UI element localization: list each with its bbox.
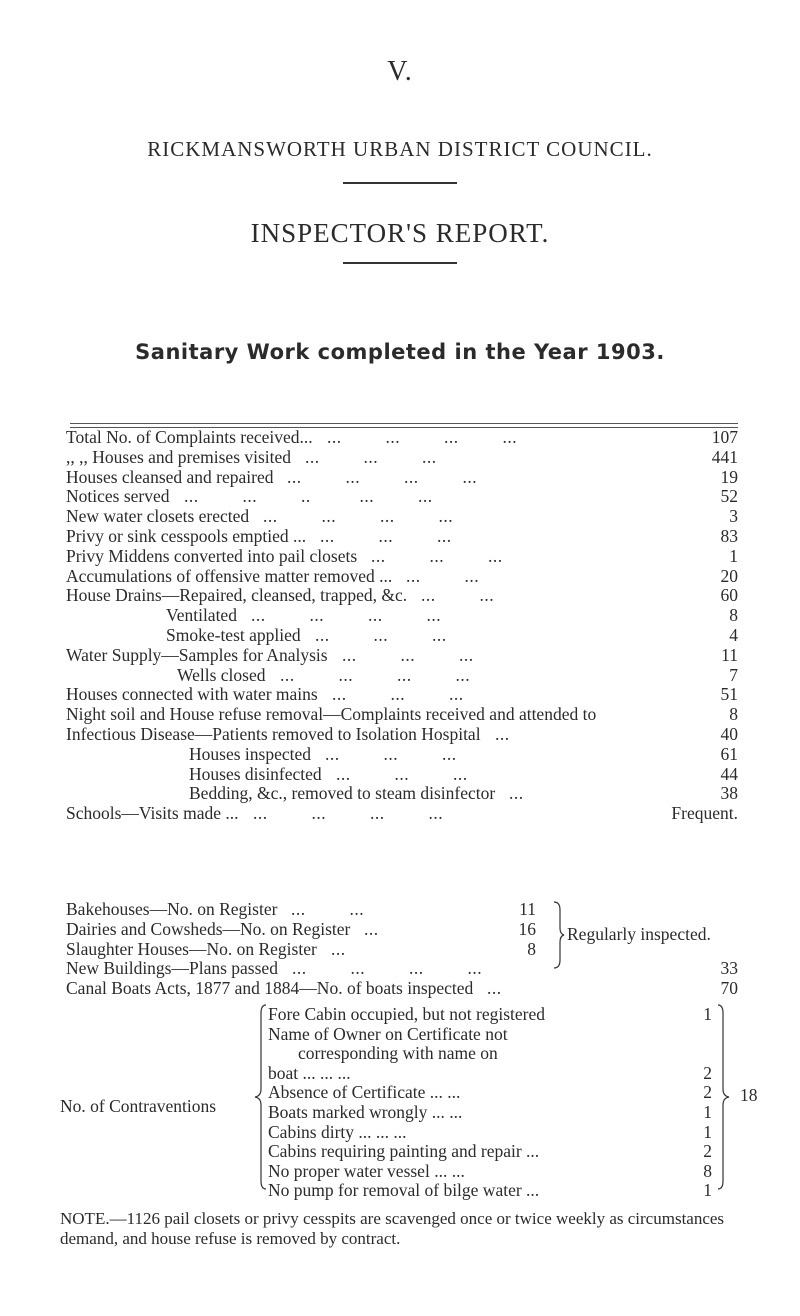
- table-row: [66, 704, 738, 726]
- row-label: Privy or sink cesspools emptied ...: [66, 526, 307, 546]
- contravention-text: Cabins requiring painting and repair ...: [268, 1141, 540, 1162]
- table-row: [66, 467, 738, 489]
- row-leader: ... ... ... ...: [292, 958, 483, 978]
- row-value: 40: [720, 724, 738, 744]
- row-value: 11: [721, 644, 738, 665]
- table-row: [66, 764, 738, 786]
- table-row: [66, 803, 738, 825]
- row-leader: ... ... ...: [342, 644, 474, 665]
- row-leader: ...: [331, 938, 346, 959]
- row-label: Privy Middens converted into pail closets: [66, 545, 358, 566]
- row-value: 8: [729, 704, 738, 725]
- row-leader: ... ... ...: [315, 625, 447, 645]
- table-row: [66, 506, 738, 528]
- row-value: 52: [720, 486, 738, 507]
- row-leader: ...: [487, 977, 502, 998]
- row-leader: ...: [495, 724, 510, 744]
- table-row: [66, 919, 536, 941]
- row-label: Accumulations of offensive matter removed ...: [66, 565, 393, 586]
- table-row: [66, 585, 738, 607]
- row-label: Bakehouses—No. on Register: [66, 899, 278, 919]
- contraventions-left-brace: [252, 1003, 268, 1191]
- row-value: 7: [729, 664, 738, 685]
- row-value: 1: [729, 545, 738, 566]
- row-leader: ... ... ... ...: [327, 427, 518, 447]
- row-label: Bedding, &c., removed to steam disinfector: [189, 783, 496, 804]
- row-value: 441: [711, 446, 738, 467]
- table-row: [66, 427, 738, 449]
- row-value: 8: [729, 605, 738, 626]
- row-value: 16: [518, 918, 536, 939]
- contravention-count: 2: [703, 1062, 712, 1083]
- contravention-text: boat ... ... ...: [268, 1062, 351, 1083]
- row-leader: ... ... ... ...: [253, 803, 444, 824]
- contravention-count: 1: [703, 1102, 712, 1122]
- table-row: [66, 958, 738, 980]
- row-leader: ... ... ... ...: [251, 605, 442, 626]
- row-label: Houses inspected: [189, 743, 311, 764]
- row-value: 60: [720, 585, 738, 606]
- contravention-count: 2: [703, 1082, 712, 1103]
- row-value: Frequent.: [671, 803, 738, 824]
- row-label: Water Supply—Samples for Analysis: [66, 644, 328, 665]
- row-leader: ... ...: [406, 565, 480, 586]
- table-row: [66, 526, 738, 548]
- contravention-count: 1: [703, 1121, 712, 1142]
- row-label: Canal Boats Acts, 1877 and 1884—No. of boats inspected: [66, 977, 474, 998]
- row-value: 20: [720, 565, 738, 586]
- row-label: Houses disinfected: [189, 763, 322, 784]
- row-leader: ... ... ...: [332, 684, 464, 705]
- row-value: 51: [720, 684, 738, 705]
- table-row: [66, 486, 738, 508]
- row-label: Schools—Visits made ...: [66, 803, 239, 824]
- row-label: Ventilated: [166, 605, 237, 626]
- table-row: [66, 447, 738, 469]
- section-title: Sanitary Work completed in the Year 1903.: [135, 340, 665, 364]
- table-row: [66, 625, 738, 647]
- row-value: 44: [720, 763, 738, 784]
- row-leader: ... ... ...: [371, 545, 503, 566]
- contravention-text: Boats marked wrongly ... ...: [268, 1102, 463, 1122]
- table-row: [66, 566, 738, 588]
- contravention-count: 1: [703, 1180, 712, 1201]
- row-leader: ... ... ...: [305, 446, 437, 467]
- row-label: New Buildings—Plans passed: [66, 958, 278, 978]
- contravention-text: No pump for removal of bilge water ...: [268, 1180, 540, 1201]
- row-label: Total No. of Complaints received...: [66, 427, 313, 447]
- row-value: 107: [711, 427, 738, 447]
- table-row: [66, 724, 738, 746]
- row-label: Houses connected with water mains: [66, 684, 318, 705]
- table-row: [66, 645, 738, 667]
- row-value: 8: [527, 938, 536, 959]
- table-row: [66, 978, 738, 1000]
- row-label: Dairies and Cowsheds—No. on Register: [66, 918, 351, 939]
- row-leader: ... ... .. ... ...: [184, 486, 433, 507]
- row-label: Night soil and House refuse removal—Complaints received and attended to: [66, 704, 597, 725]
- contravention-count: 2: [703, 1141, 712, 1162]
- table-row: [66, 665, 738, 687]
- table-row: [66, 783, 738, 805]
- row-leader: ... ... ... ...: [280, 664, 471, 685]
- contravention-text: Absence of Certificate ... ...: [268, 1082, 461, 1103]
- contraventions-right-brace: [716, 1003, 732, 1191]
- row-label: Notices served: [66, 486, 170, 507]
- contravention-text: No proper water vessel ... ...: [268, 1160, 465, 1181]
- council-title: RICKMANSWORTH URBAN DISTRICT COUNCIL.: [147, 137, 653, 161]
- table-row: [66, 605, 738, 627]
- row-label: Infectious Disease—Patients removed to Isolation Hospital: [66, 724, 481, 744]
- row-label: Slaughter Houses—No. on Register: [66, 938, 317, 959]
- table-row: [66, 744, 738, 766]
- divider: [343, 262, 457, 264]
- contravention-text: Name of Owner on Certificate not: [268, 1023, 508, 1044]
- contravention-text: Fore Cabin occupied, but not registered: [268, 1004, 546, 1024]
- row-leader: ... ... ...: [320, 526, 452, 546]
- row-leader: ...: [364, 918, 379, 939]
- footnote: NOTE.—1126 pail closets or privy cesspits are scavenged once or twice weekly as circumstances demand, and house refuse is removed by contract.: [60, 1209, 725, 1248]
- row-value: 83: [720, 526, 738, 546]
- contravention-text: corresponding with name on: [298, 1043, 498, 1064]
- row-value: 70: [720, 977, 738, 998]
- row-label: ,, ,, Houses and premises visited: [66, 446, 292, 467]
- table-row: [66, 899, 536, 921]
- row-value: 38: [720, 783, 738, 804]
- row-leader: ... ... ... ...: [287, 466, 478, 487]
- row-label: House Drains—Repaired, cleansed, trapped, &c.: [66, 585, 408, 606]
- row-label: New water closets erected: [66, 506, 250, 527]
- regularly-inspected-label: Regularly inspected.: [567, 924, 711, 944]
- row-value: 61: [720, 743, 738, 764]
- contravention-text: Cabins dirty ... ... ...: [268, 1121, 407, 1142]
- row-value: 19: [720, 466, 738, 487]
- row-label: Wells closed: [177, 664, 266, 685]
- row-leader: ... ...: [291, 899, 365, 919]
- row-label: Smoke-test applied: [166, 625, 301, 645]
- row-value: 11: [519, 899, 536, 919]
- contraventions-heading: No. of Contraventions: [60, 1096, 217, 1116]
- row-leader: ... ...: [421, 585, 495, 606]
- report-title: INSPECTOR'S REPORT.: [250, 218, 550, 248]
- row-value: 4: [729, 625, 738, 645]
- row-leader: ... ... ...: [325, 743, 457, 764]
- row-value: 3: [729, 506, 738, 527]
- row-label: Houses cleansed and repaired: [66, 466, 274, 487]
- contravention-count: 1: [703, 1004, 712, 1024]
- contraventions-total: 18: [740, 1085, 758, 1105]
- row-leader: ...: [509, 783, 524, 804]
- table-row: [66, 684, 738, 706]
- page-number: V.: [387, 56, 413, 87]
- row-value: 33: [720, 958, 738, 978]
- row-leader: ... ... ...: [336, 763, 468, 784]
- divider: [343, 182, 457, 184]
- contravention-count: 8: [703, 1160, 712, 1181]
- row-leader: ... ... ... ...: [263, 506, 454, 527]
- table-row: [66, 546, 738, 568]
